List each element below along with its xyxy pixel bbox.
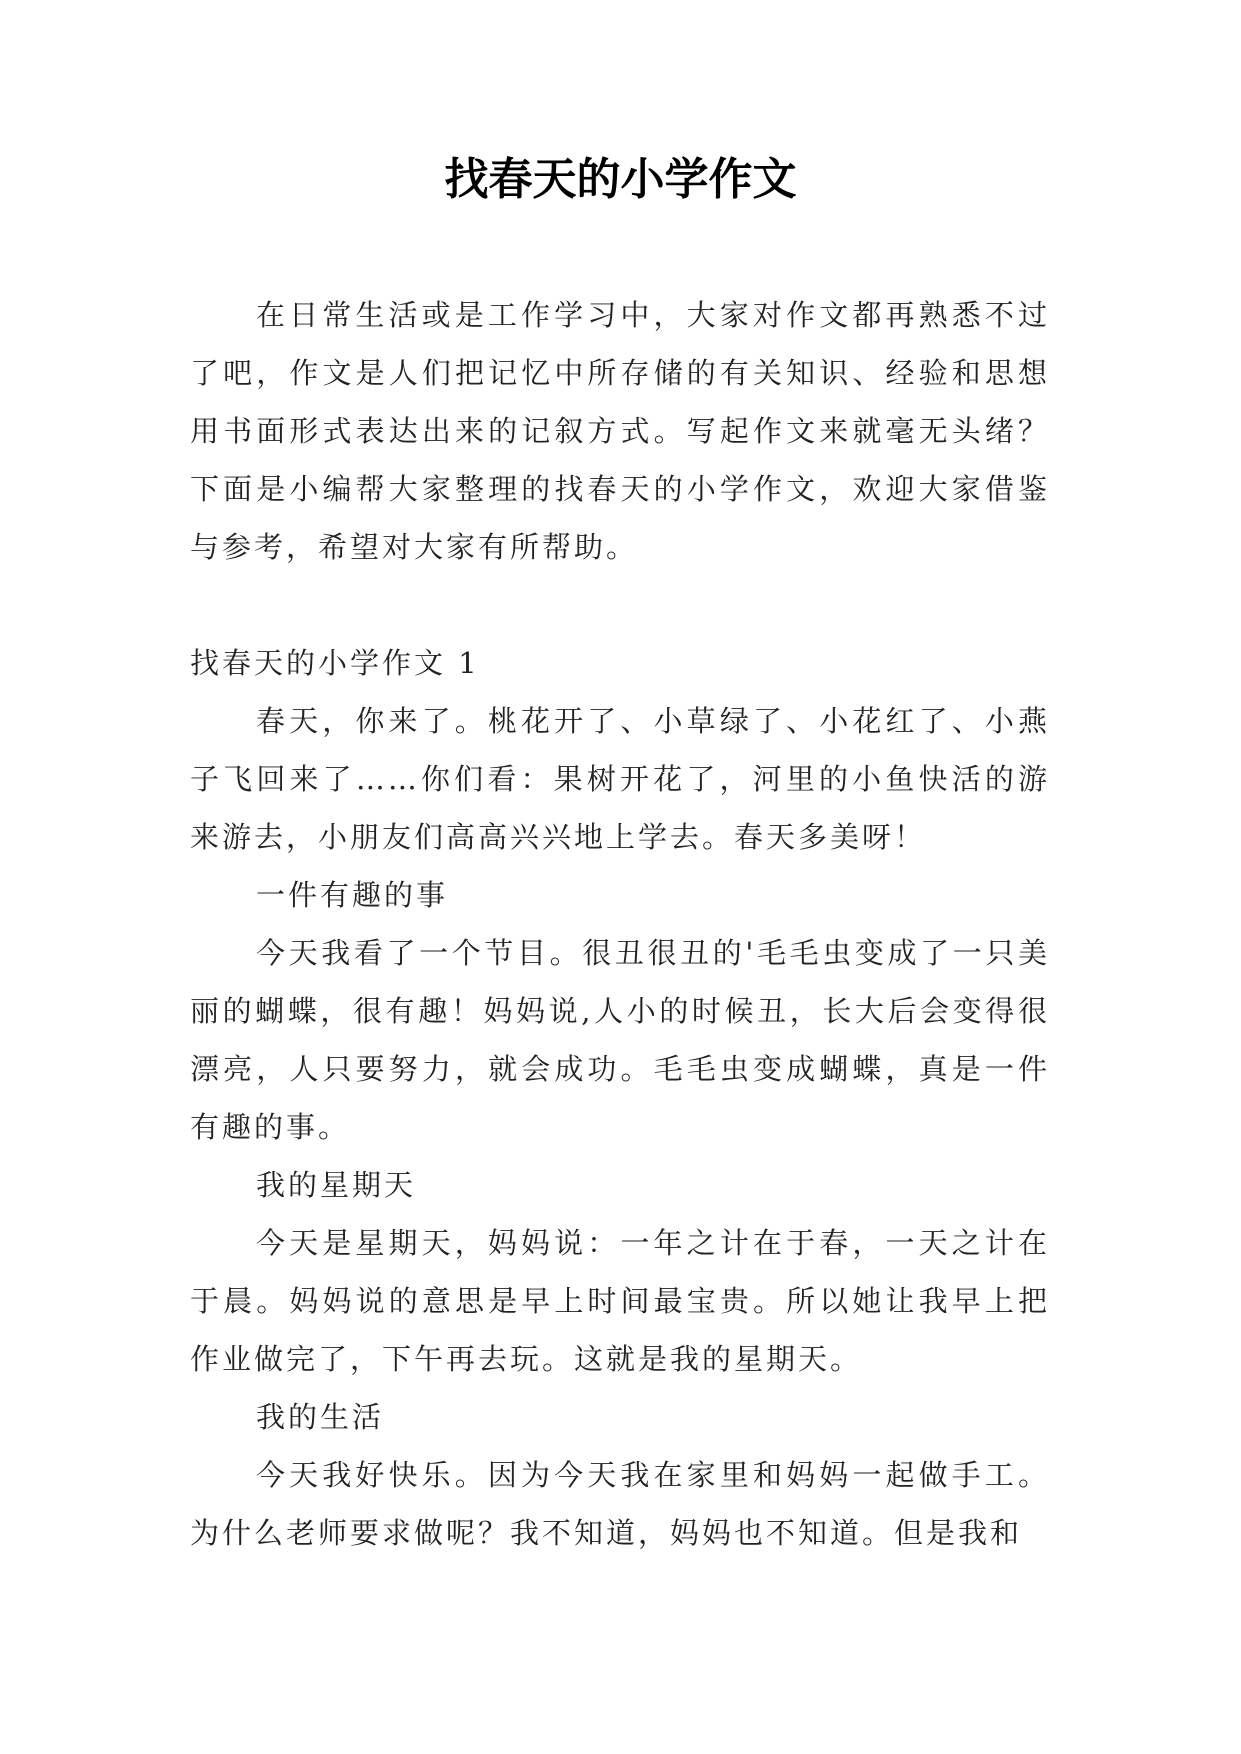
- body-paragraph: 今天我看了一个节目。很丑很丑的'毛毛虫变成了一只美丽的蝴蝶，很有趣！妈妈说,人小的时候丑，长大后会变得很漂亮，人只要努力，就会成功。毛毛虫变成蝴蝶，真是一件有趣的事。: [190, 936, 1050, 1144]
- document-title: 找春天的小学作文: [444, 154, 797, 205]
- paragraph-spacer: [190, 576, 1050, 634]
- body-paragraph: 今天我好快乐。因为今天我在家里和妈妈一起做手工。为什么老师要求做呢？我不知道，妈妈也不知道。但是我和: [190, 1458, 1050, 1550]
- subheading-paragraph: 我的星期天: [256, 1168, 417, 1202]
- subheading-paragraph: 一件有趣的事: [256, 878, 449, 912]
- body-paragraph: 今天是星期天，妈妈说：一年之计在于春，一天之计在于晨。妈妈说的意思是早上时间最宝贵。所以她让我早上把作业做完了，下午再去玩。这就是我的星期天。: [190, 1226, 1050, 1376]
- document-body: [190, 286, 1050, 1562]
- subheading-paragraph: 我的生活: [256, 1400, 385, 1434]
- section-heading: 找春天的小学作文 1: [190, 646, 480, 680]
- body-paragraph: 春天，你来了。桃花开了、小草绿了、小花红了、小燕子飞回来了……你们看：果树开花了，河里的小鱼快活的游来游去，小朋友们高高兴兴地上学去。春天多美呀！: [190, 704, 1050, 854]
- intro-paragraph: 在日常生活或是工作学习中，大家对作文都再熟悉不过了吧，作文是人们把记忆中所存储的有关知识、经验和思想用书面形式表达出来的记叙方式。写起作文来就毫无头绪？下面是小编帮大家整理的找春天的小学作文，欢迎大家借鉴与参考，希望对大家有所帮助。: [190, 298, 1050, 564]
